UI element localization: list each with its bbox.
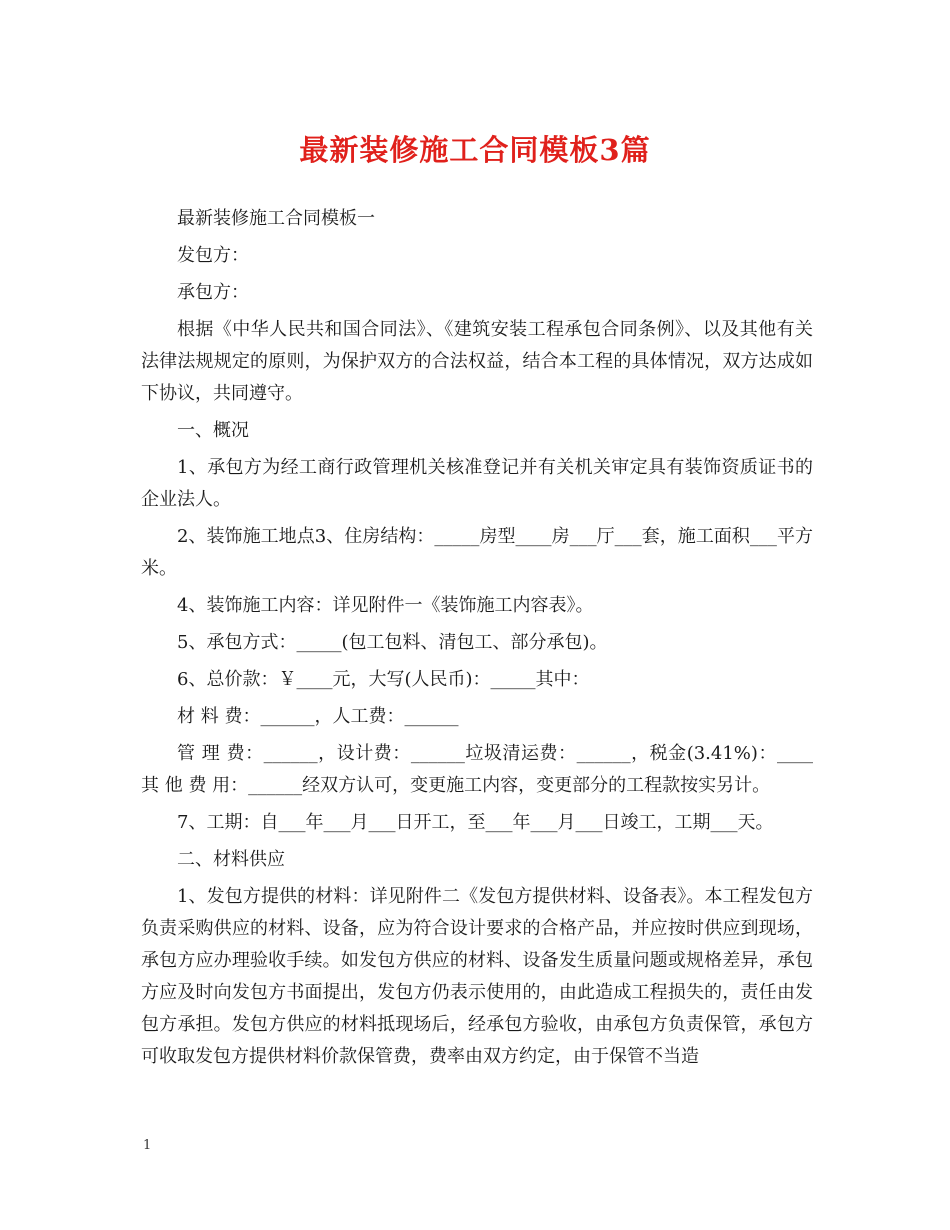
page-number: 1: [143, 1138, 152, 1153]
clause-employer-materials: 1、发包方提供的材料：详见附件二《发包方提供材料、设备表》。本工程发包方负责采购供应的材料、设备，应为符合设计要求的合格产品，并应按时供应到现场，承包方应办理验收手续。如发包方供应的材料、设备发生质量问题或规格差异，承包方应及时向发包方书面提出，发包方仍表示使用的，由此造成工程损失的，责任由发包方承担。发包方供应的材料抵现场后，经承包方验收，由承包方负责保管，承包方可收取发包方提供材料价款保管费，费率由双方约定，由于保管不当造: [141, 886, 813, 1067]
clause-construction-content: 4、装饰施工内容：详见附件一《装饰施工内容表》。: [177, 595, 594, 616]
clause-management-fees: 管 理 费：______，设计费：______垃圾清运费：______，税金(3.41%)：____其 他 费 用：______经双方认可，变更施工内容，变更部分的工程款按实另计。: [141, 743, 813, 796]
paragraph-employer: 发包方：: [177, 245, 249, 266]
contract-body: [141, 203, 813, 1078]
paragraph-contractor: 承包方：: [177, 282, 249, 303]
clause-contractor-qualification: 1、承包方为经工商行政管理机关核准登记并有关机关审定具有装饰资质证书的企业法人。: [141, 457, 813, 510]
paragraph-preamble: 根据《中华人民共和国合同法》、《建筑安装工程承包合同条例》、以及其他有关法律法规规定的原则，为保护双方的合法权益，结合本工程的具体情况，双方达成如下协议，共同遵守。: [141, 319, 813, 404]
section-heading-overview: 一、概况: [177, 420, 249, 441]
clause-material-labor-fees: 材 料 费：______，人工费：______: [177, 706, 459, 727]
paragraph-template-heading: 最新装修施工合同模板一: [177, 208, 375, 229]
section-heading-material-supply: 二、材料供应: [177, 849, 285, 870]
clause-schedule: 7、工期：自___年___月___日开工，至___年___月___日竣工，工期___天。: [177, 812, 774, 833]
clause-total-price: 6、总价款：￥____元，大写(人民币)：_____其中：: [177, 669, 590, 690]
clause-contract-method: 5、承包方式：_____(包工包料、清包工、部分承包)。: [177, 632, 608, 653]
document-title: 最新装修施工合同模板3篇: [299, 133, 651, 167]
clause-site-and-structure: 2、装饰施工地点3、住房结构：_____房型____房___厅___套，施工面积___平方米。: [141, 526, 813, 579]
